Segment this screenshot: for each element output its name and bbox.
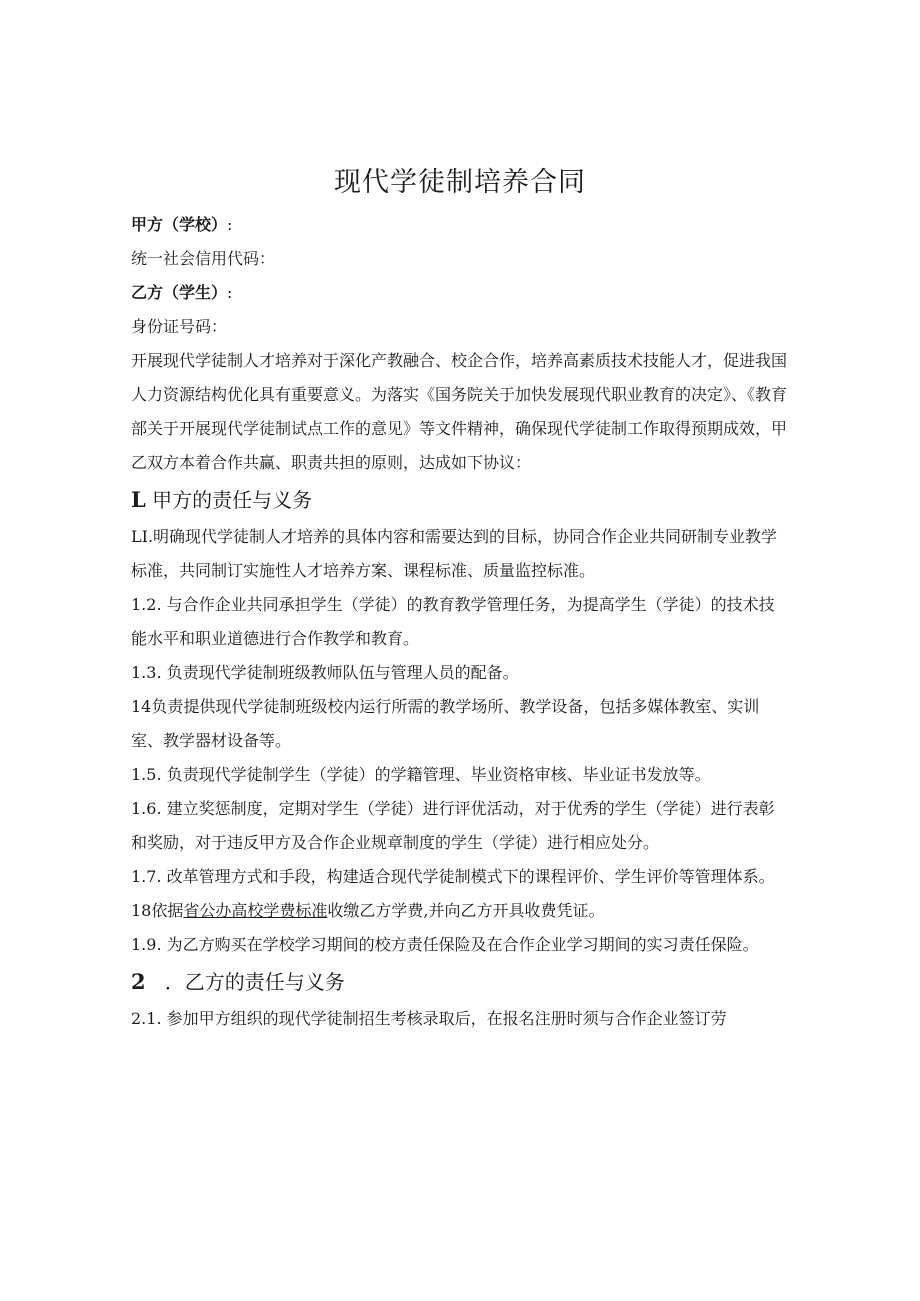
section-2-heading (131, 962, 787, 1002)
credit-code-line: 统一社会信用代码： (131, 249, 276, 268)
id-number-line: 身份证号码： (131, 317, 228, 336)
party-b-colon: : (227, 283, 233, 302)
section-1-title: 甲方的责任与义务 (152, 488, 313, 512)
item-1-5: 1.5. 负责现代学徒制学生（学徒）的学籍管理、毕业资格审核、毕业证书发放等。 (131, 765, 711, 784)
intro-paragraph: 开展现代学徒制人才培养对于深化产教融合、校企合作，培养高素质技术技能人才，促进我国人力资源结构优化具有重要意义。为落实《国务院关于加快发展现代职业教育的决定》、《教育部关于开展现代学徒制试点工作的意见》等文件精神，确保现代学徒制工作取得预期成效，甲乙双方本着合作共赢、职责共担的原则，达成如下协议： (131, 351, 788, 472)
item-1-3: 1.3. 负责现代学徒制班级教师队伍与管理人员的配备。 (131, 663, 519, 682)
item-2-1: 2.1. 参加甲方组织的现代学徒制招生考核录取后，在报名注册时须与合作企业签订劳 (131, 1009, 727, 1028)
item-1-1: LI.明确现代学徒制人才培养的具体内容和需要达到的目标，协同合作企业共同研制专业教学标准，共同制订实施性人才培养方案、课程标准、质量监控标准。 (131, 527, 778, 580)
section-2-title: ．乙方的责任与义务 (164, 970, 345, 994)
party-a-colon: : (227, 215, 233, 234)
section-1-heading (131, 480, 787, 520)
party-a-label: 甲方（学校） (131, 215, 228, 234)
party-a-line (131, 208, 787, 242)
item-1-2: 1.2. 与合作企业共同承担学生（学徒）的教育教学管理任务，为提高学生（学徒）的技术技能水平和职业道德进行合作教学和教育。 (131, 595, 775, 648)
party-b-line (131, 276, 787, 310)
tuition-standard-link: 省公办高校学费标准 (183, 901, 328, 920)
item-1-9: 1.9. 为乙方购买在学校学习期间的校方责任保险及在合作企业学习期间的实习责任保险。 (131, 935, 759, 954)
section-1-number: L (131, 487, 146, 512)
item-1-4: 14负责提供现代学徒制班级校内运行所需的教学场所、教学设备，包括多媒体教室、实训室、教学器材设备等。 (131, 697, 760, 750)
document-title: 现代学徒制培养合同 (334, 167, 586, 198)
party-b-label: 乙方（学生） (131, 283, 228, 302)
item-1-8-prefix: 18依据 (131, 901, 184, 920)
item-1-8-suffix: 收缴乙方学费,并向乙方开具收费凭证。 (327, 901, 605, 920)
item-1-6: 1.6. 建立奖惩制度，定期对学生（学徒）进行评优活动，对于优秀的学生（学徒）进行表彰和奖励，对于违反甲方及合作企业规章制度的学生（学徒）进行相应处分。 (131, 799, 775, 852)
item-1-8 (131, 894, 787, 928)
document-body (131, 208, 787, 1036)
item-1-7: 1.7. 改革管理方式和手段，构建适合现代学徒制模式下的课程评价、学生评价等管理体系。 (131, 867, 775, 886)
section-2-number: 2 (131, 969, 146, 994)
